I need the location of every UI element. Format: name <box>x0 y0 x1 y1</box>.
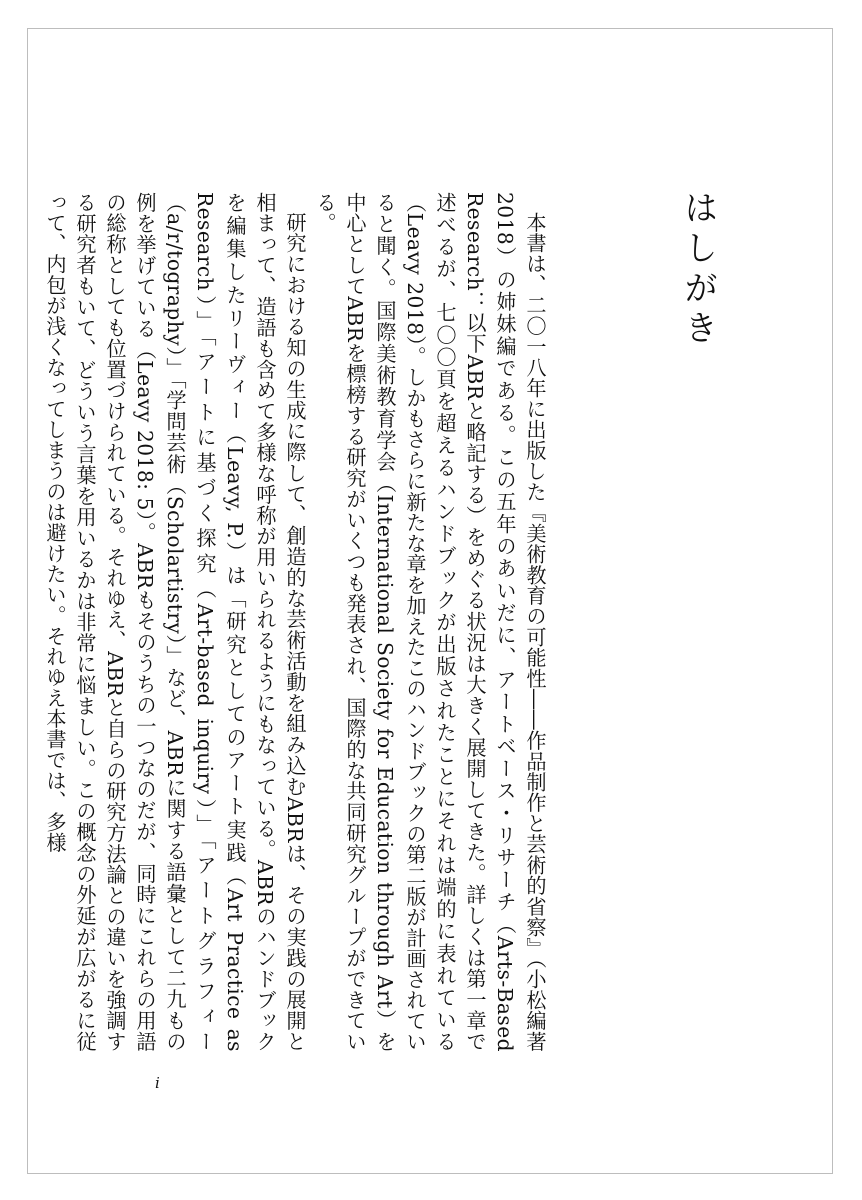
paragraph-1: 本書は、二〇一八年に出版した『美術教育の可能性――作品制作と芸術的省察』（小松編著 2018）の姉妹編である。この五年のあいだに、アートベース・リサーチ（Arts-Based Research：以下ABRと略記する）をめぐる状況は大きく展開してきた。詳しくは第一章で述べるが、七〇〇頁を超えるハンドブックが出版されたことにそれは端的に表れている（Leavy 2018）。しかもさらに新たな章を加えたこのハンドブックの第二版が計画されていると聞く。国際美術教育学会（International Society for Education through Art）を中心としてABRを標榜する研究がいくつも発表され、国際的な共同研究グループができている。 <box>313 192 547 1052</box>
page-title: はしがき <box>677 190 718 350</box>
page-number: i <box>155 1074 160 1092</box>
paragraph-2: 研究における知の生成に際して、創造的な芸術活動を組み込むABRは、その実践の展開と相まって、造語も含めて多様な呼称が用いられるようにもなっている。ABRのハンドブックを編集したリーヴィー（Leavy, P.）は「研究としてのアート実践（Art Practice as Research）」「アートに基づく探究（Art-based inquiry）」「アートグラフィー（a/r/tography）」「学問芸術（Scholartistry）」など、ABRに関する語彙として二九もの例を挙げている（Leavy 2018: 5）。ABRもそのうちの一つなのだが、同時にこれらの用語の総称としても位置づけられている。それゆえ、ABRと自らの研究方法論との違いを強調する研究者もいて、どういう言葉を用いるかは非常に悩ましい。この概念の外延が広がるに従って、内包が浅くなってしまうのは避けたい。それゆえ本書では、多様 <box>43 192 307 1052</box>
body-text <box>40 192 550 1052</box>
